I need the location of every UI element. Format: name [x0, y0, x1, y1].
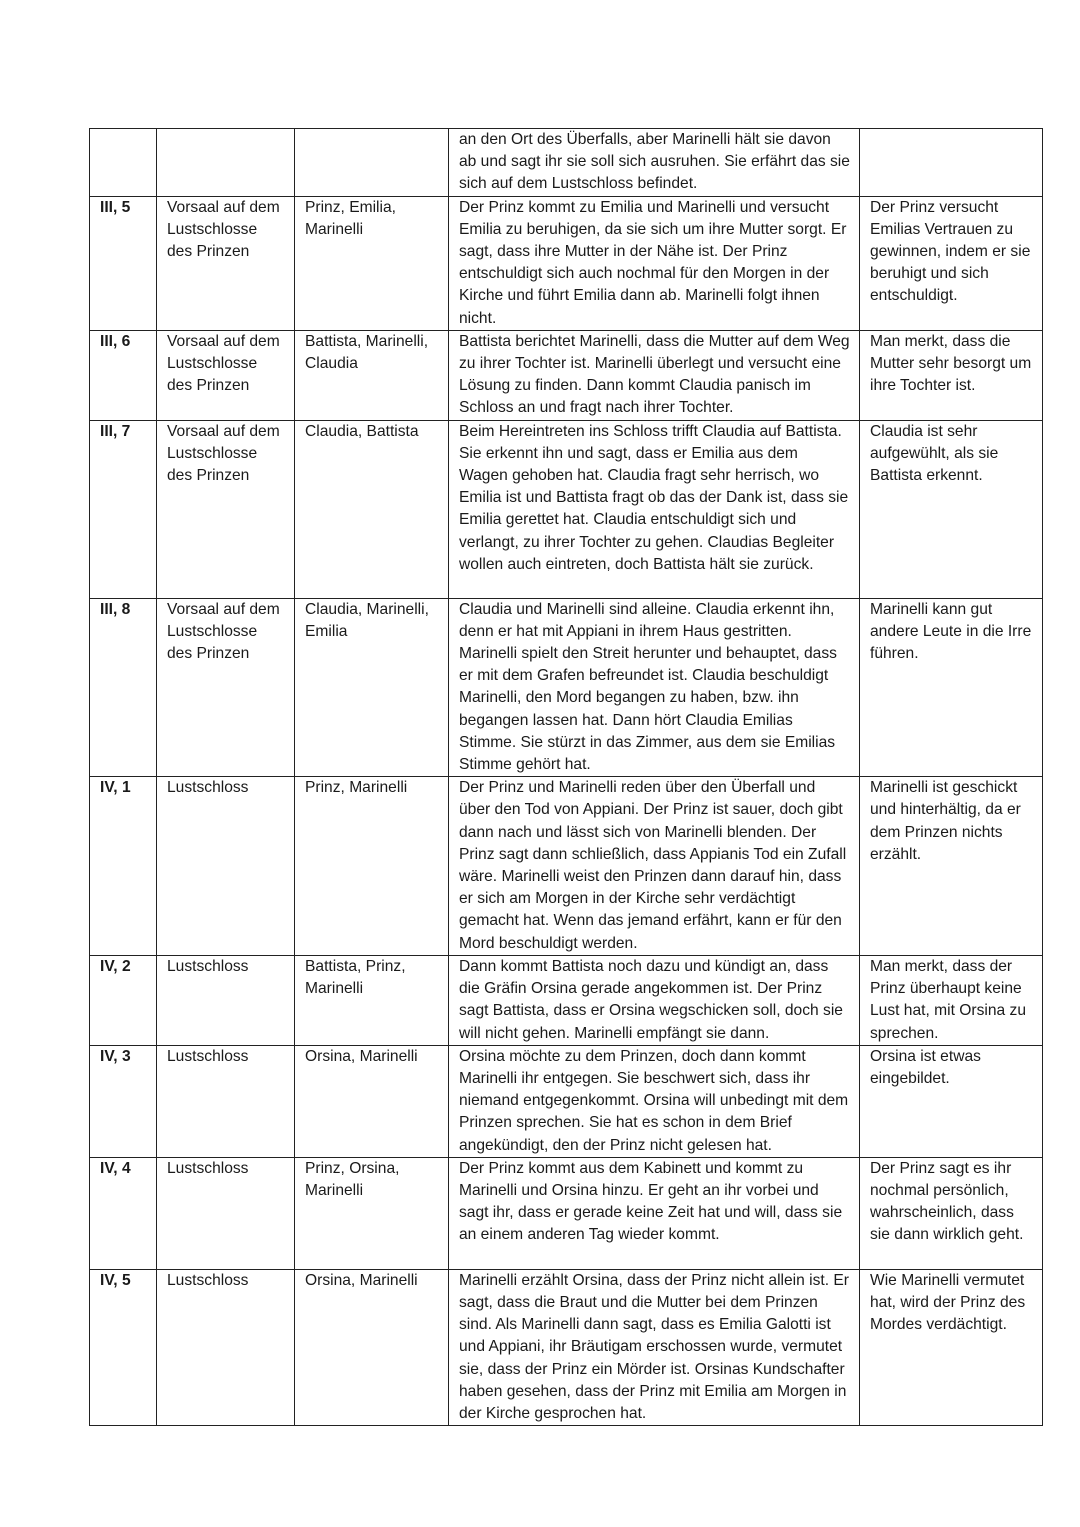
place-cell [157, 777, 295, 956]
note-text: Marinelli kann gut andere Leute in die Irre führen. [870, 600, 1032, 663]
persons-cell [295, 129, 449, 197]
place-text: Vorsaal auf dem Lustschlosse des Prinzen [167, 600, 280, 663]
note-text: Der Prinz sagt es ihr nochmal persönlich, wahrscheinlich, dass sie dann wirklich geht. [870, 1159, 1024, 1244]
content-text: Der Prinz kommt zu Emilia und Marinelli und versucht Emilia zu beruhigen, da sie sich um ihre Mutter sorgt. Er sagt, dass ihre Mutter in der Nähe ist. Der Prinz entschuldigt sich auch nochmal für den Morgen in der Kirche und führt Emilia dann ab. Marinelli folgt ihnen nicht. [459, 198, 847, 327]
note-text: Marinelli ist geschickt und hinterhältig, da er dem Prinzen nichts erzählt. [870, 779, 1021, 863]
table-row [90, 1157, 1043, 1269]
act-scene-label: IV, 4 [100, 1159, 131, 1177]
place-text: Vorsaal auf dem Lustschlosse des Prinzen [167, 332, 280, 395]
content-cell [449, 420, 860, 598]
act-scene-label: IV, 2 [100, 957, 131, 975]
note-text: Man merkt, dass die Mutter sehr besorgt um ihre Tochter ist. [870, 332, 1032, 395]
place-text: Lustschloss [167, 1047, 249, 1065]
place-text: Lustschloss [167, 1159, 249, 1177]
place-cell [157, 1045, 295, 1157]
content-text: Marinelli erzählt Orsina, dass der Prinz nicht allein ist. Er sagt, dass die Braut und die Mutter bei dem Prinzen sind. Als Marinelli dann sagt, dass es Emilia Galotti ist und Appiani, ihr Bräutigam erschossen wurde, vermutet sie, dass der Prinz ein Mörder ist. Orsinas Kundschafter haben gesehen, dass der Prinz mit Emilia am Morgen in der Kirche gesprochen hat. [459, 1271, 849, 1422]
act-scene-cell [90, 420, 157, 598]
note-text: Wie Marinelli vermutet hat, wird der Prinz des Mordes verdächtigt. [870, 1271, 1026, 1334]
note-cell [860, 598, 1043, 777]
note-cell [860, 330, 1043, 420]
persons-cell [295, 955, 449, 1045]
act-scene-cell [90, 1045, 157, 1157]
act-scene-cell [90, 598, 157, 777]
content-cell [449, 129, 860, 197]
table-row [90, 777, 1043, 956]
persons-text: Orsina, Marinelli [305, 1271, 418, 1289]
content-cell [449, 1269, 860, 1425]
persons-text: Prinz, Orsina, Marinelli [305, 1159, 400, 1199]
note-cell [860, 420, 1043, 598]
content-text: Beim Hereintreten ins Schloss trifft Claudia auf Battista. Sie erkennt ihn und sagt, dass er Emilia aus dem Wagen gehoben hat. Claudia fragt sehr herrisch, wo Emilia ist und Battista fragt ob das der Dank ist, dass sie Emilia gerettet hat. Claudia entschuldigt sich und verlangt, zu ihrer Tochter zu gehen. Claudias Begleiter wollen auch eintreten, doch Battista hält sie zurück. [459, 422, 849, 573]
table-row [90, 955, 1043, 1045]
table-row [90, 1045, 1043, 1157]
act-scene-label: IV, 1 [100, 779, 131, 797]
table-row [90, 196, 1043, 330]
note-cell [860, 1045, 1043, 1157]
persons-cell [295, 1269, 449, 1425]
persons-cell [295, 1157, 449, 1269]
place-cell [157, 1269, 295, 1425]
persons-cell [295, 598, 449, 777]
table-row [90, 1269, 1043, 1425]
place-cell [157, 955, 295, 1045]
persons-text: Claudia, Battista [305, 422, 419, 440]
note-text: Man merkt, dass der Prinz überhaupt keine Lust hat, mit Orsina zu sprechen. [870, 957, 1026, 1042]
persons-text: Battista, Marinelli, Claudia [305, 332, 429, 373]
note-text: Orsina ist etwas eingebildet. [870, 1047, 981, 1087]
place-text: Lustschloss [167, 1271, 249, 1289]
content-text: Der Prinz und Marinelli reden über den Überfall und über den Tod von Appiani. Der Prinz ist sauer, doch gibt dann nach und lässt sich von Marinelli blenden. Der Prinz sagt dann schließlich, dass Appianis Tod ein Zufall wäre. Marinelli weist den Prinzen dann darauf hin, dass er sich am Morgen in der Kirche sehr verdächtigt gemacht hat. Wenn das jemand erfährt, kann er für den Mord beschuldigt werden. [459, 779, 847, 952]
persons-text: Prinz, Emilia, Marinelli [305, 198, 396, 238]
persons-cell [295, 420, 449, 598]
content-text: Dann kommt Battista noch dazu und kündigt an, dass die Gräfin Orsina gerade angekommen ist. Der Prinz sagt Battista, dass er Orsina wegschicken soll, doch sie will nicht gehen. Marinelli empfängt sie dann. [459, 957, 843, 1042]
table-row [90, 598, 1043, 777]
place-cell [157, 129, 295, 197]
content-text: Battista berichtet Marinelli, dass die Mutter auf dem Weg zu ihrer Tochter ist. Marinelli überlegt und versucht eine Lösung zu finden. Dann kommt Claudia panisch im Schloss an und fragt nach ihrer Tochter. [459, 332, 850, 417]
place-cell [157, 598, 295, 777]
act-scene-cell [90, 955, 157, 1045]
content-cell [449, 598, 860, 777]
note-cell [860, 129, 1043, 197]
persons-text: Claudia, Marinelli, Emilia [305, 600, 429, 640]
place-text: Vorsaal auf dem Lustschlosse des Prinzen [167, 198, 280, 261]
place-cell [157, 1157, 295, 1269]
place-text: Vorsaal auf dem Lustschlosse des Prinzen [167, 422, 280, 485]
act-scene-cell [90, 129, 157, 197]
act-scene-label: III, 8 [100, 600, 131, 618]
persons-cell [295, 330, 449, 420]
note-cell [860, 777, 1043, 956]
persons-text: Orsina, Marinelli [305, 1047, 418, 1065]
act-scene-cell [90, 1269, 157, 1425]
table-row [90, 129, 1043, 197]
act-scene-cell [90, 196, 157, 330]
content-cell [449, 955, 860, 1045]
act-scene-label: III, 7 [100, 422, 131, 440]
note-text: Claudia ist sehr aufgewühlt, als sie Battista erkennt. [870, 422, 999, 485]
place-text: Lustschloss [167, 957, 249, 975]
act-scene-label: IV, 3 [100, 1047, 131, 1065]
place-cell [157, 330, 295, 420]
act-scene-cell [90, 777, 157, 956]
place-text: Lustschloss [167, 779, 249, 797]
scene-overview-table [89, 128, 1043, 1426]
content-text: Orsina möchte zu dem Prinzen, doch dann kommt Marinelli ihr entgegen. Sie beschwert sich, dass ihr niemand entgegenkommt. Orsina will unbedingt mit dem Prinzen sprechen. Sie hat es schon in dem Brief angekündigt, den der Prinz nicht gelesen hat. [459, 1047, 849, 1154]
note-cell [860, 1269, 1043, 1425]
note-cell [860, 196, 1043, 330]
content-cell [449, 777, 860, 956]
act-scene-label: IV, 5 [100, 1271, 131, 1289]
persons-cell [295, 196, 449, 330]
content-text: Der Prinz kommt aus dem Kabinett und kommt zu Marinelli und Orsina hinzu. Er geht an ihr vorbei und sagt ihr, dass er gerade keine Zeit hat und will, dass sie an einem anderen Tag wieder kommt. [459, 1159, 843, 1244]
act-scene-cell [90, 330, 157, 420]
content-text: Claudia und Marinelli sind alleine. Claudia erkennt ihn, denn er hat mit Appiani in ihrem Haus gestritten. Marinelli spielt den Streit herunter und behauptet, dass er mit dem Grafen befreundet ist. Claudia beschuldigt Marinelli, den Mord begangen zu haben, bzw. ihn begangen lassen hat. Dann hört Claudia Emilias Stimme. Sie stürzt in das Zimmer, aus dem sie Emilias Stimme gehört hat. [459, 600, 837, 774]
note-cell [860, 955, 1043, 1045]
place-cell [157, 420, 295, 598]
content-cell [449, 196, 860, 330]
act-scene-cell [90, 1157, 157, 1269]
note-text: Der Prinz versucht Emilias Vertrauen zu gewinnen, indem er sie beruhigt und sich entschuldigt. [870, 198, 1031, 305]
act-scene-label: III, 6 [100, 332, 131, 350]
persons-text: Battista, Prinz, Marinelli [305, 957, 406, 998]
persons-cell [295, 777, 449, 956]
content-cell [449, 1157, 860, 1269]
note-cell [860, 1157, 1043, 1269]
place-cell [157, 196, 295, 330]
table-row [90, 420, 1043, 598]
content-text: an den Ort des Überfalls, aber Marinelli hält sie davon ab und sagt ihr sie soll sich ausruhen. Sie erfährt das sie sich auf dem Lustschloss befindet. [459, 131, 850, 193]
persons-text: Prinz, Marinelli [305, 779, 408, 797]
content-cell [449, 1045, 860, 1157]
table-row [90, 330, 1043, 420]
persons-cell [295, 1045, 449, 1157]
content-cell [449, 330, 860, 420]
document-page [89, 128, 1042, 1426]
act-scene-label: III, 5 [100, 198, 131, 216]
